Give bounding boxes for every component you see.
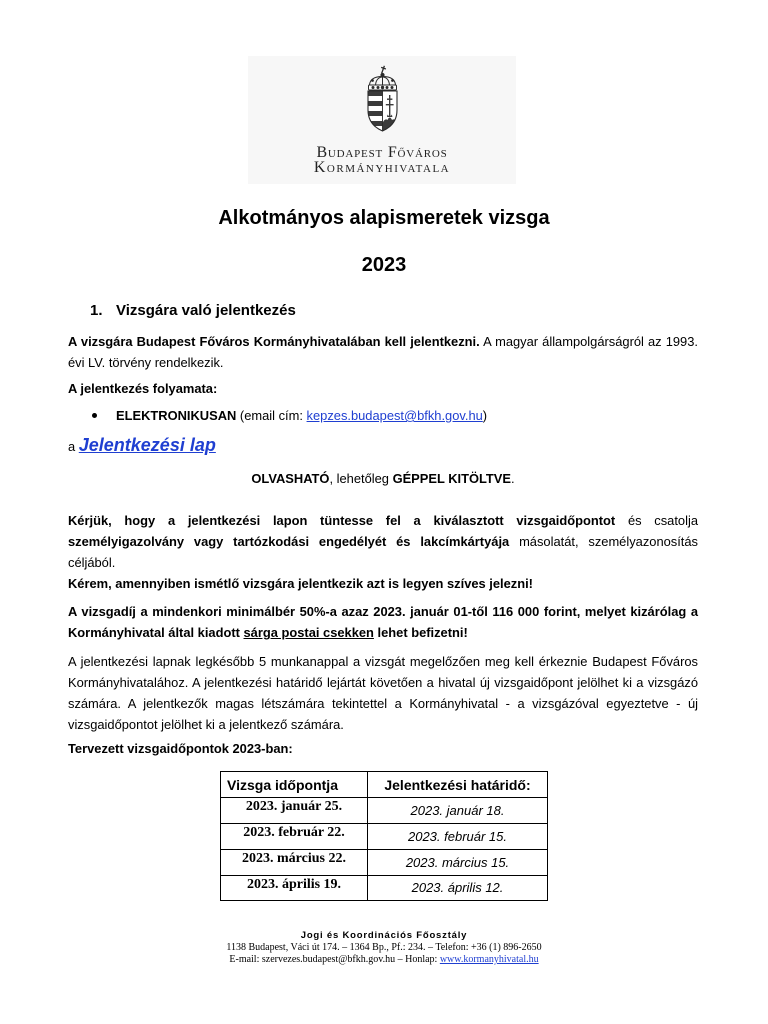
footer-address: 1138 Budapest, Váci út 174. – 1364 Bp., Pf.: 234. – Telefon: +36 (1) 896-2650 [226, 942, 542, 953]
process-bullet-item [68, 405, 698, 426]
footer-department: Jogi és Koordinációs Főosztály [300, 930, 468, 941]
logo-line-1: Budapest Főváros [316, 144, 448, 161]
section-heading [90, 301, 296, 321]
schedule-row [221, 850, 548, 876]
fee-text-1: A vizsgadíj a mindenkori minimálbér 50%-a azaz 2023. január 01-től 116 000 forint, melyet kizárólag a Kormányhivatal által kiadott [68, 604, 698, 640]
instructions-paragraph [68, 510, 698, 594]
fill-note-readable: OLVASHATÓ [251, 471, 330, 486]
section-heading-text: Vizsgára való jelentkezés [116, 302, 296, 319]
form-line [68, 433, 216, 459]
email-suffix: ) [482, 408, 488, 423]
fill-note-text: , lehetőleg [329, 471, 389, 486]
deadline-cell: 2023. április 12. [368, 876, 548, 901]
instructions-bold-2: személyigazolvány vagy tartózkodási engedélyét és lakcímkártyája [68, 534, 510, 549]
form-prefix: a [68, 439, 76, 454]
fee-paragraph [68, 601, 698, 643]
schedule-header-row [221, 772, 548, 798]
logo-line-2: Kormányhivatala [313, 159, 451, 176]
header-exam-date: Vizsga időpontja [221, 772, 368, 798]
footer-website-link[interactable]: www.kormanyhivatal.hu [439, 954, 539, 965]
email-prefix: (email cím: [239, 408, 303, 423]
schedule-table [220, 771, 548, 901]
instructions-text-1: és csatolja [627, 513, 699, 528]
intro-text: A magyar állampolgárságról az 1993. évi LV. törvény rendelkezik. [68, 334, 698, 370]
schedule-title: Tervezett vizsgaidőpontok 2023-ban: [68, 741, 293, 756]
instructions-text-2: másolatát, személyazonosítás céljából. [68, 534, 699, 570]
schedule-row [221, 824, 548, 850]
fill-note [68, 468, 698, 489]
schedule-row [221, 798, 548, 824]
exam-date-cell: 2023. január 25. [221, 798, 368, 824]
emblem-crown [369, 65, 397, 90]
application-form-link[interactable]: Jelentkezési lap [78, 435, 216, 455]
fee-underlined: sárga postai csekken [243, 625, 374, 640]
intro-bold-text: A vizsgára Budapest Főváros Kormányhivatalában kell jelentkezni. [68, 334, 480, 349]
deadline-cell: 2023. március 15. [368, 850, 548, 876]
process-label: A jelentkezés folyamata: [68, 381, 218, 396]
footer [0, 930, 768, 966]
method-text: ELEKTRONIKUSAN [116, 408, 237, 423]
coat-of-arms-icon [362, 65, 402, 133]
fee-text-2: lehet befizetni! [377, 625, 468, 640]
header-deadline: Jelentkezési határidő: [368, 772, 548, 798]
emblem-shield [368, 91, 397, 133]
bullet-icon [92, 413, 97, 418]
document-title: Alkotmányos alapismeretek vizsga [218, 207, 550, 229]
fill-note-typed: GÉPPEL KITÖLTVE [392, 471, 511, 486]
deadline-paragraph: A jelentkezési lapnak legkésőbb 5 munkanappal a vizsgát megelőzően meg kell érkeznie Budapest Főváros Kormányhivatalához. A jelentkezési határidő lejártát követően a hivatal új vizsgaidőpont jelölhet ki a vizsgázó számára. A jelentkezők magas létszámára tekintettel a Kormányhivatal - a vizsgázóval egyeztetve - új vizsgaidőpontot jelölhet ki a jelentkező számára. [68, 654, 698, 732]
document-year: 2023 [361, 254, 407, 276]
section-number: 1. [90, 302, 103, 319]
instructions-bold-1: Kérjük, hogy a jelentkezési lapon tüntesse fel a kiválasztott vizsgaidőpontot [68, 513, 616, 528]
bullet-text [116, 405, 487, 426]
fill-note-end: . [510, 471, 515, 486]
exam-date-cell: 2023. április 19. [221, 876, 368, 901]
email-link[interactable]: kepzes.budapest@bfkh.gov.hu [306, 408, 483, 423]
deadline-cell: 2023. február 15. [368, 824, 548, 850]
intro-paragraph [68, 331, 698, 373]
schedule-row [221, 876, 548, 901]
exam-date-cell: 2023. február 22. [221, 824, 368, 850]
repeat-exam-note: Kérem, amennyiben ismétlő vizsgára jelentkezik azt is legyen szíves jelezni! [68, 576, 533, 591]
footer-email-line: E-mail: szervezes.budapest@bfkh.gov.hu – Honlap: [229, 954, 438, 965]
footer-contact [0, 954, 768, 966]
deadline-cell: 2023. január 18. [368, 798, 548, 824]
exam-date-cell: 2023. március 22. [221, 850, 368, 876]
